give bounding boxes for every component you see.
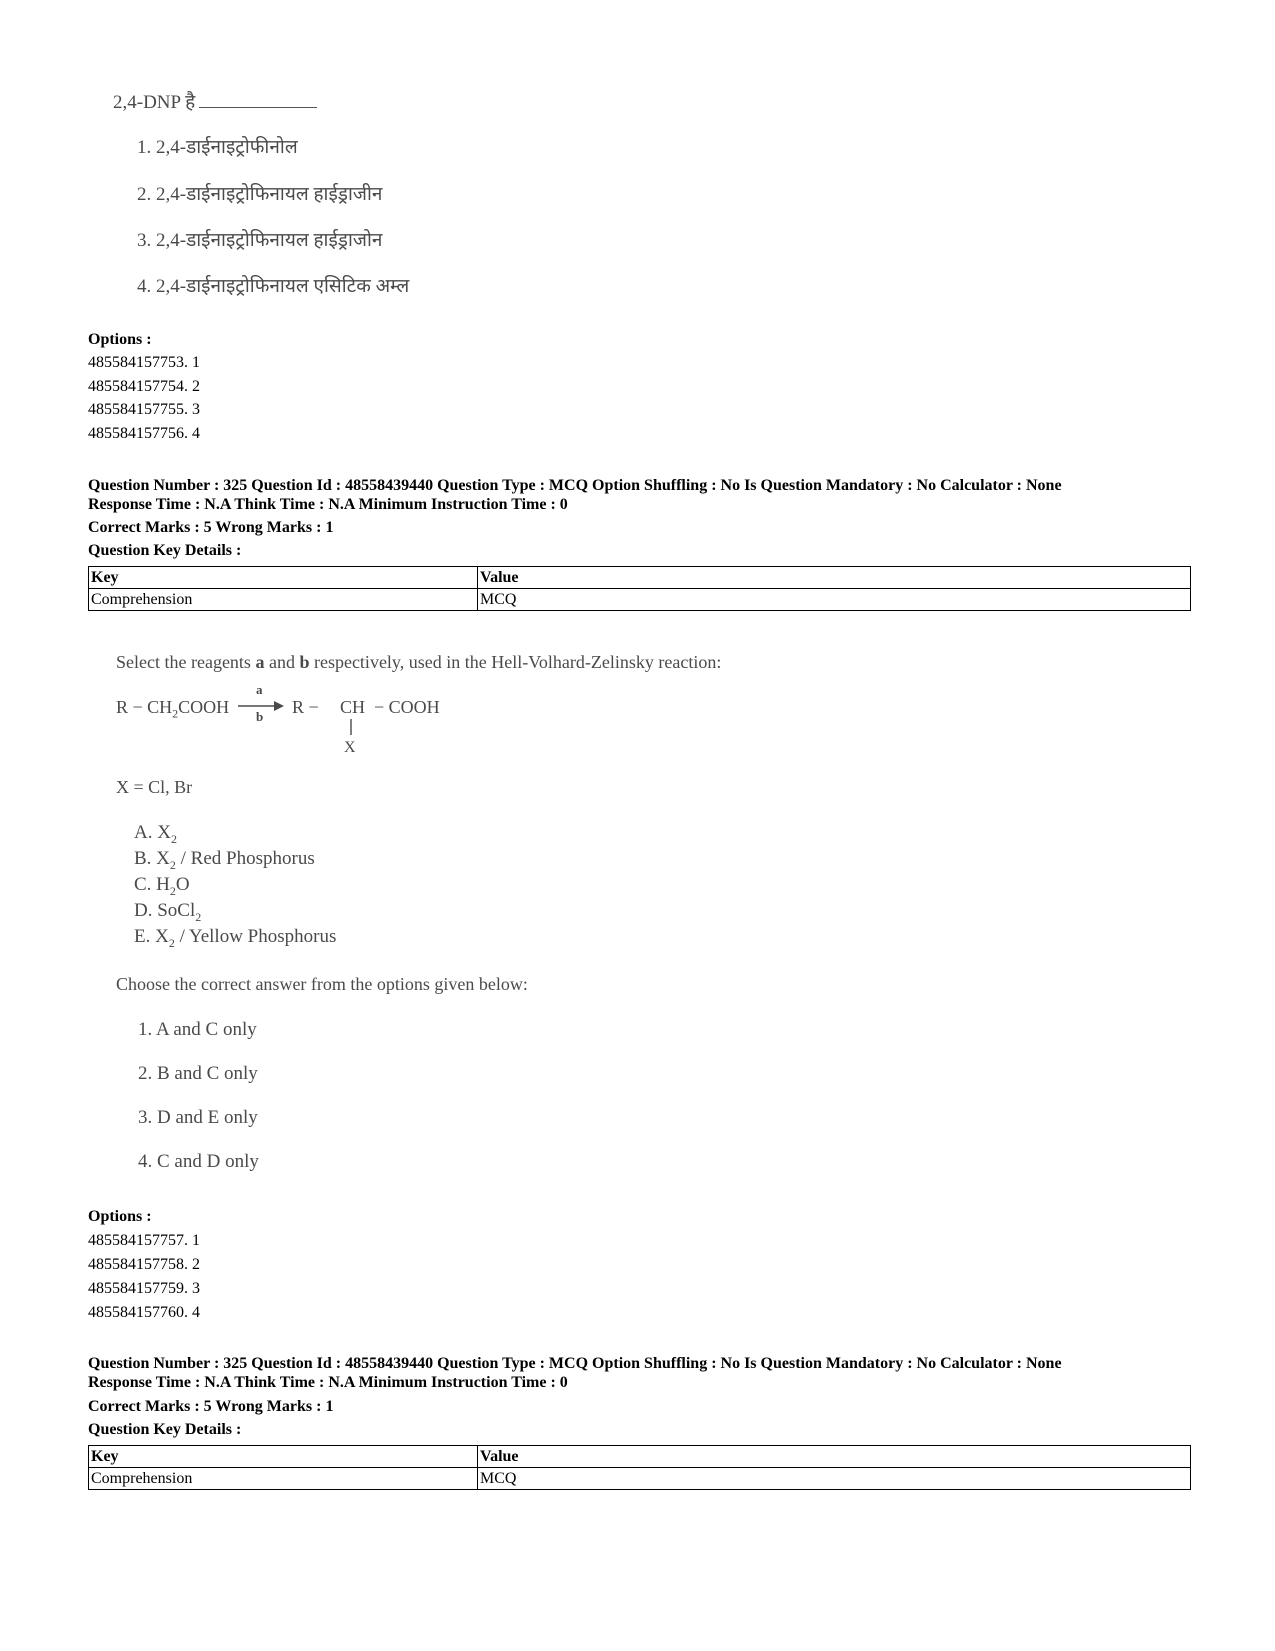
answer-option: 2. B and C only xyxy=(138,1063,258,1084)
question-text: 2,4-DNP है xyxy=(113,92,196,113)
option-id: 485584157757. 1 xyxy=(88,1232,200,1249)
option-id: 485584157758. 2 xyxy=(88,1256,200,1273)
options-label: Options : xyxy=(88,1208,152,1225)
table-header-row xyxy=(89,567,1191,589)
reactant: $R - CH_2COOH$ xyxy=(116,697,230,721)
table-cell-value: MCQ xyxy=(478,589,1191,611)
answer-blank xyxy=(199,107,317,108)
question-stem: Select the reagents a and b respectively, used in the Hell-Volhard-Zelinsky reaction: xyxy=(116,652,722,672)
answer-option: 4. 2,4-डाईनाइट्रोफिनायल एसिटिक अम्ल xyxy=(137,276,410,297)
reagent-b-label: b xyxy=(256,709,264,724)
answer-option: 1. 2,4-डाईनाइट्रोफीनोल xyxy=(137,137,298,158)
table-header-key: Key xyxy=(89,1446,478,1468)
question-meta-line: Response Time : N.A Think Time : N.A Minimum Instruction Time : 0 xyxy=(88,1374,568,1391)
options-label: Options : xyxy=(88,331,152,348)
reagent-item: E. $X_2$ / Yellow Phosphorus xyxy=(134,926,337,950)
key-details-label: Question Key Details : xyxy=(88,542,242,559)
x-definition: X = Cl, Br xyxy=(116,777,193,797)
option-id: 485584157753. 1 xyxy=(88,354,200,371)
reagent-item: B. $X_2$ / Red Phosphorus xyxy=(134,848,315,872)
key-details-table xyxy=(88,1445,1191,1490)
key-details-table xyxy=(88,566,1191,611)
answer-option: 2. 2,4-डाईनाइट्रोफिनायल हाईड्राजीन xyxy=(137,184,383,205)
answer-option: 3. D and E only xyxy=(138,1107,258,1128)
substituent-x: X xyxy=(344,739,356,756)
table-header-row xyxy=(89,1446,1191,1468)
table-row xyxy=(89,589,1191,611)
product-carbon: CH xyxy=(340,697,366,717)
question-meta-line: Question Number : 325 Question Id : 48558439440 Question Type : MCQ Option Shuffling : No Is Question Mandatory : No Calculator : None xyxy=(88,1355,1062,1372)
question-stem xyxy=(113,88,317,114)
reagent-item: A. $X_2$ xyxy=(134,822,177,846)
answer-option: 4. C and D only xyxy=(138,1151,259,1172)
table-cell-key: Comprehension xyxy=(89,589,478,611)
reagent-a-label: a xyxy=(256,682,263,697)
choose-instruction: Choose the correct answer from the options given below: xyxy=(116,974,528,994)
table-cell-value: MCQ xyxy=(478,1468,1191,1490)
answer-option: 1. A and C only xyxy=(138,1019,257,1040)
question-meta-line: Question Number : 325 Question Id : 48558439440 Question Type : MCQ Option Shuffling : No Is Question Mandatory : No Calculator : None xyxy=(88,477,1062,494)
product-right: − COOH xyxy=(374,697,440,717)
marks-line: Correct Marks : 5 Wrong Marks : 1 xyxy=(88,1398,334,1415)
table-header-value: Value xyxy=(478,567,1191,589)
table-header-value: Value xyxy=(478,1446,1191,1468)
question-meta-line: Response Time : N.A Think Time : N.A Minimum Instruction Time : 0 xyxy=(88,496,568,513)
option-id: 485584157759. 3 xyxy=(88,1280,200,1297)
table-cell-key: Comprehension xyxy=(89,1468,478,1490)
bond-line xyxy=(348,719,354,737)
table-header-key: Key xyxy=(89,567,478,589)
product-left: R − xyxy=(292,697,319,717)
table-row xyxy=(89,1468,1191,1490)
key-details-label: Question Key Details : xyxy=(88,1421,242,1438)
option-id: 485584157755. 3 xyxy=(88,401,200,418)
option-id: 485584157760. 4 xyxy=(88,1304,200,1321)
option-id: 485584157756. 4 xyxy=(88,425,200,442)
reagent-item: C. $H_2O$ xyxy=(134,874,190,898)
marks-line: Correct Marks : 5 Wrong Marks : 1 xyxy=(88,519,334,536)
reagent-item: D. SoCl$_2$ xyxy=(134,900,202,924)
option-id: 485584157754. 2 xyxy=(88,378,200,395)
answer-option: 3. 2,4-डाईनाइट्रोफिनायल हाईड्राजोन xyxy=(137,230,383,251)
reaction-scheme xyxy=(116,682,456,769)
